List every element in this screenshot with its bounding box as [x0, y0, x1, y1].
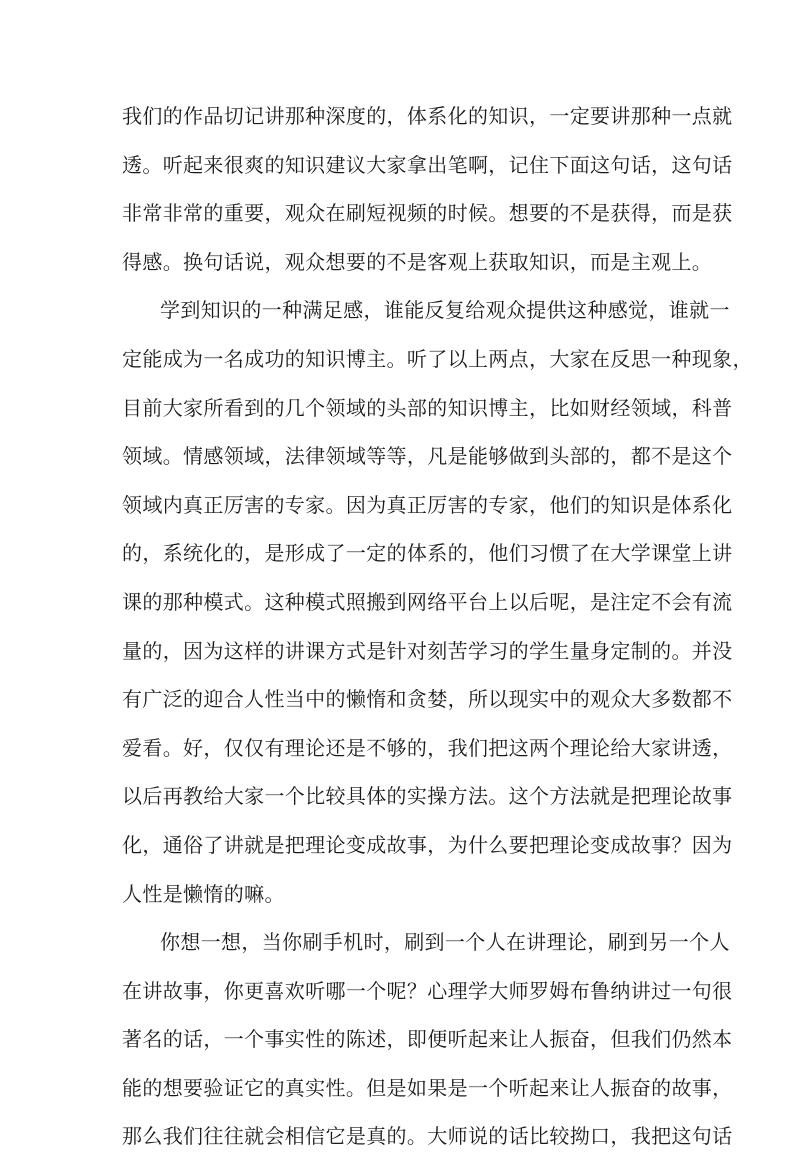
text-line: 著名的话，一个事实性的陈述，即便听起来让人振奋，但我们仍然本: [122, 1027, 733, 1052]
text-line: 课的那种模式。这种模式照搬到网络平台上以后呢，是注定不会有流: [122, 589, 733, 614]
text-line: 那么我们往往就会相信它是真的。大师说的话比较拗口，我把这句话: [122, 1124, 733, 1149]
text-line: 有广泛的迎合人性当中的懒惰和贪婪，所以现实中的观众大多数都不: [122, 687, 733, 712]
paragraph-first-line: 你想一想，当你刷手机时，刷到一个人在讲理论，刷到另一个人: [160, 930, 730, 955]
text-line: 领域内真正厉害的专家。因为真正厉害的专家，他们的知识是体系化: [122, 492, 733, 517]
text-line: 领域。情感领域，法律领域等等，凡是能够做到头部的，都不是这个: [122, 444, 733, 469]
text-line: 人性是懒惰的嘛。: [122, 881, 285, 906]
document-body: [122, 92, 753, 1161]
text-line: 我们的作品切记讲那种深度的，体系化的知识，一定要讲那种一点就: [122, 104, 733, 128]
text-line: 在讲故事，你更喜欢听哪一个呢？心理学大师罗姆布鲁纳讲过一句很: [122, 978, 733, 1003]
text-line: 爱看。好，仅仅有理论还是不够的，我们把这两个理论给大家讲透，: [122, 735, 733, 760]
text-line: 量的，因为这样的讲课方式是针对刻苦学习的学生量身定制的。并没: [122, 638, 733, 663]
text-line: 得感。换句话说，观众想要的不是客观上获取知识，而是主观上。: [122, 249, 713, 274]
text-line: 非常非常的重要，观众在刷短视频的时候。想要的不是获得，而是获: [122, 201, 733, 226]
text-line: 定能成为一名成功的知识博主。听了以上两点，大家在反思一种现象，: [122, 346, 753, 371]
text-line: 目前大家所看到的几个领域的头部的知识博主，比如财经领域，科普: [122, 395, 733, 420]
text-line: 化，通俗了讲就是把理论变成故事，为什么要把理论变成故事？因为: [122, 832, 733, 857]
text-line: 以后再教给大家一个比较具体的实操方法。这个方法就是把理论故事: [122, 784, 733, 809]
paragraph-first-line: 学到知识的一种满足感，谁能反复给观众提供这种感觉，谁就一: [160, 298, 730, 323]
text-line: 能的想要验证它的真实性。但是如果是一个听起来让人振奋的故事，: [122, 1075, 733, 1100]
text-line: 透。听起来很爽的知识建议大家拿出笔啊，记住下面这句话，这句话: [122, 152, 733, 177]
text-line: 的，系统化的，是形成了一定的体系的，他们习惯了在大学课堂上讲: [122, 541, 733, 566]
